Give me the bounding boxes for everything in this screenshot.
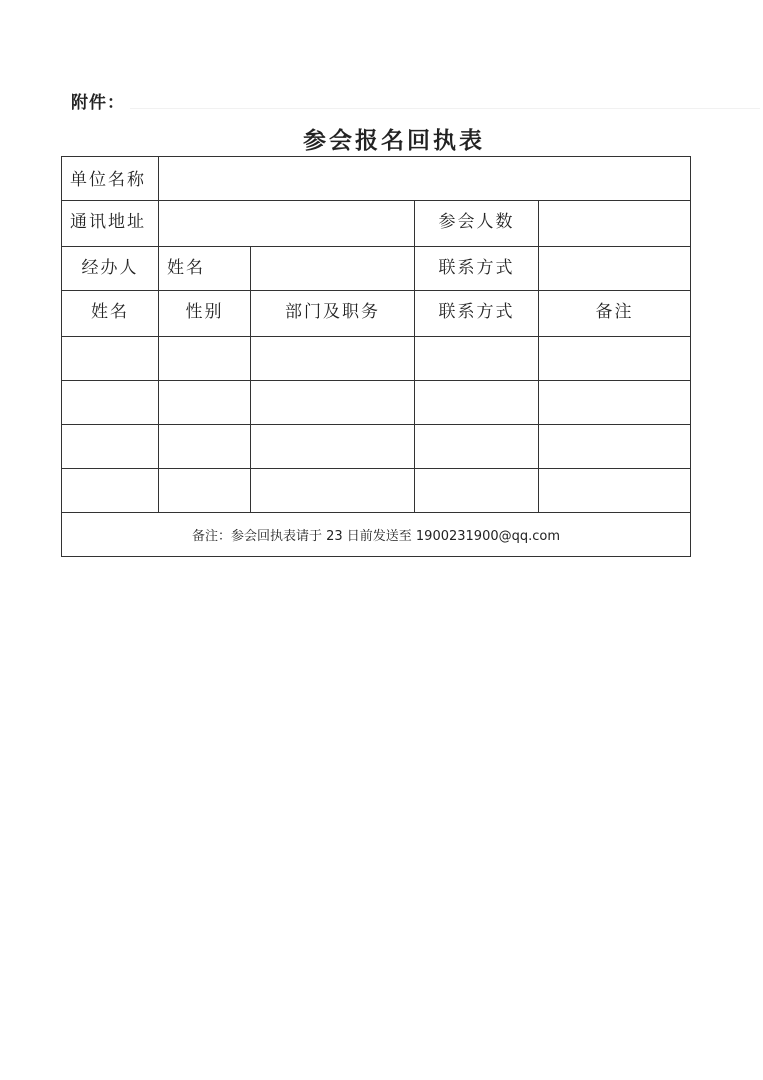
attendee-row <box>62 425 691 469</box>
header-name: 姓名 <box>62 291 159 337</box>
unit-name-row <box>62 157 691 201</box>
header-department-position: 部门及职务 <box>251 291 415 337</box>
unit-name-label: 单位名称 <box>62 157 159 201</box>
attendee-gender-cell[interactable] <box>159 425 251 469</box>
address-field[interactable] <box>159 201 415 247</box>
attendee-department-cell[interactable] <box>251 337 415 381</box>
attendee-department-cell[interactable] <box>251 381 415 425</box>
attendee-gender-cell[interactable] <box>159 381 251 425</box>
handler-contact-field[interactable] <box>539 247 691 291</box>
handler-row <box>62 247 691 291</box>
unit-name-field[interactable] <box>159 157 691 201</box>
attachment-label: 附件： <box>71 93 125 113</box>
attendee-remarks-cell[interactable] <box>539 425 691 469</box>
attendee-row <box>62 381 691 425</box>
attendee-remarks-cell[interactable] <box>539 381 691 425</box>
attendee-header-row <box>62 291 691 337</box>
attendee-remarks-cell[interactable] <box>539 469 691 513</box>
note-row <box>62 513 691 557</box>
form-title: 参会报名回执表 <box>303 128 485 154</box>
attendee-contact-cell[interactable] <box>415 469 539 513</box>
scan-divider <box>130 108 760 109</box>
attendee-gender-cell[interactable] <box>159 469 251 513</box>
attendee-row <box>62 469 691 513</box>
attendee-department-cell[interactable] <box>251 425 415 469</box>
attendee-count-field[interactable] <box>539 201 691 247</box>
registration-form-table <box>61 156 691 557</box>
address-label: 通讯地址 <box>62 201 159 247</box>
attendee-contact-cell[interactable] <box>415 381 539 425</box>
attendee-contact-cell[interactable] <box>415 337 539 381</box>
header-contact: 联系方式 <box>415 291 539 337</box>
handler-name-field[interactable] <box>251 247 415 291</box>
attendee-contact-cell[interactable] <box>415 425 539 469</box>
attendee-count-label: 参会人数 <box>415 201 539 247</box>
attendee-gender-cell[interactable] <box>159 337 251 381</box>
attendee-department-cell[interactable] <box>251 469 415 513</box>
header-gender: 性别 <box>159 291 251 337</box>
attendee-row <box>62 337 691 381</box>
header-remarks: 备注 <box>539 291 691 337</box>
attendee-name-cell[interactable] <box>62 381 159 425</box>
address-row <box>62 201 691 247</box>
handler-contact-label: 联系方式 <box>415 247 539 291</box>
handler-name-label: 姓名 <box>159 247 251 291</box>
attendee-name-cell[interactable] <box>62 337 159 381</box>
submission-note: 备注：参会回执表请于 23 日前发送至 1900231900@qq.com <box>62 513 691 557</box>
handler-label: 经办人 <box>62 247 159 291</box>
attendee-remarks-cell[interactable] <box>539 337 691 381</box>
attendee-name-cell[interactable] <box>62 469 159 513</box>
attendee-name-cell[interactable] <box>62 425 159 469</box>
